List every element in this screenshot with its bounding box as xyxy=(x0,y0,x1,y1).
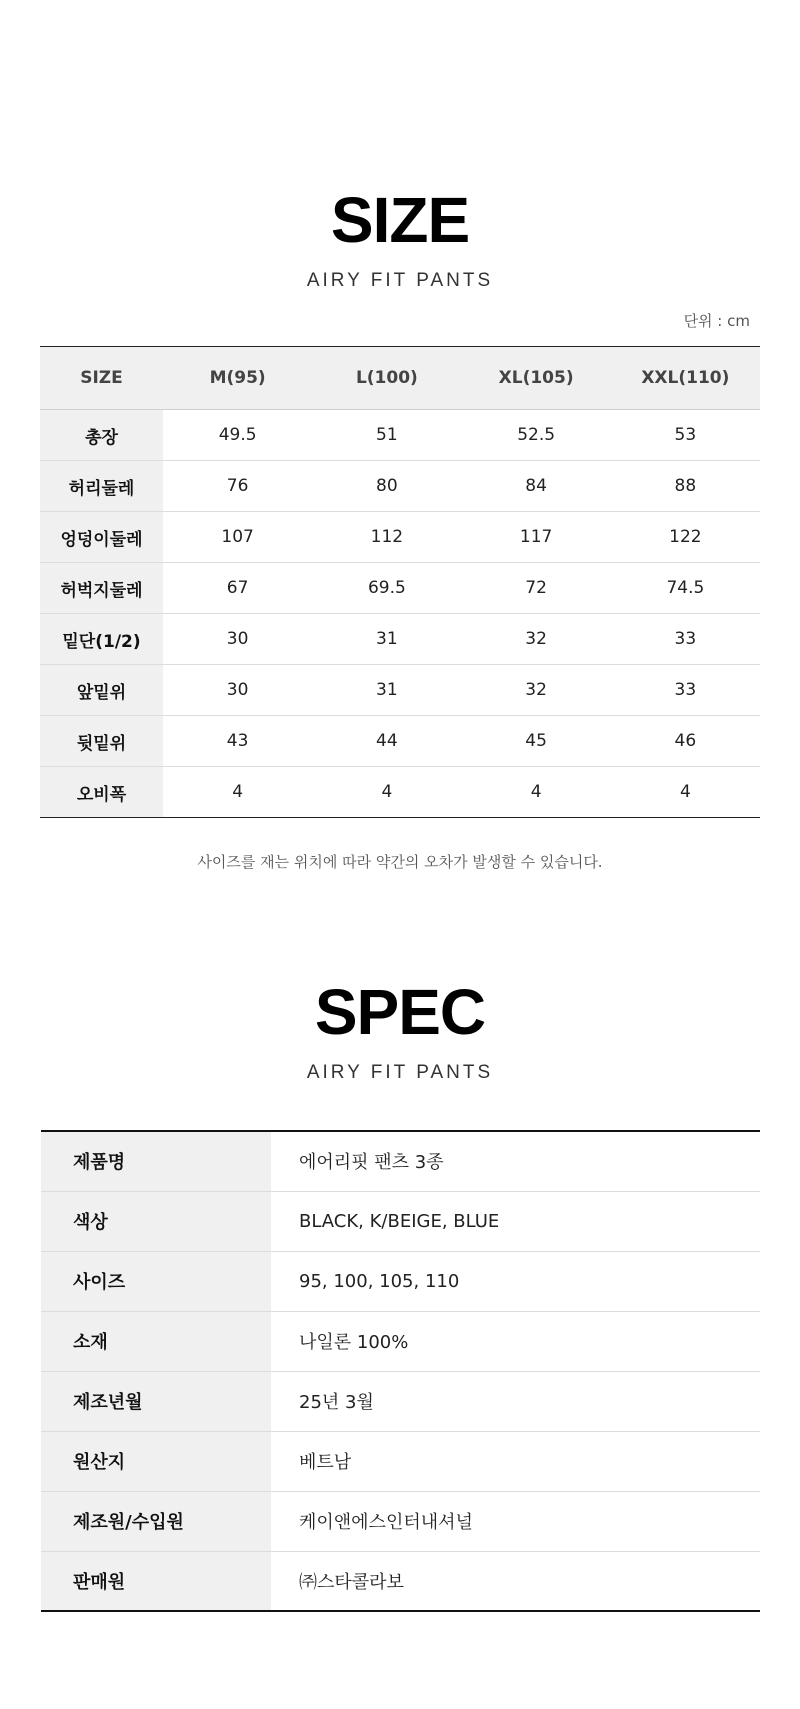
spec-value: BLACK, K/BEIGE, BLUE xyxy=(299,1210,500,1232)
table-cell: 107 xyxy=(221,527,254,547)
size-table xyxy=(40,346,760,818)
spec-value: ㈜스타콜라보 xyxy=(299,1571,404,1593)
row-label: 허리둘레 xyxy=(40,461,163,512)
table-cell: 31 xyxy=(376,680,398,700)
spec-row xyxy=(41,1551,760,1611)
unit-label: 단위 : cm xyxy=(683,312,750,330)
column-header: XXL(110) xyxy=(641,368,730,388)
spec-label: 제조원/수입원 xyxy=(41,1491,271,1551)
table-cell: 67 xyxy=(226,578,249,598)
table-cell: 53 xyxy=(674,425,697,445)
table-cell: 30 xyxy=(226,680,249,700)
spec-header xyxy=(0,976,800,1084)
table-row xyxy=(40,461,760,512)
row-label: 엉덩이둘레 xyxy=(40,512,163,563)
table-cell: 112 xyxy=(370,527,404,547)
spec-label: 제조년월 xyxy=(41,1371,271,1431)
spec-value: 95, 100, 105, 110 xyxy=(299,1270,460,1292)
spec-label: 색상 xyxy=(41,1191,271,1251)
table-cell: 72 xyxy=(525,578,547,598)
spec-row xyxy=(41,1191,760,1251)
table-cell: 49.5 xyxy=(218,425,257,445)
spec-value: 케이앤에스인터내셔널 xyxy=(299,1512,473,1533)
table-cell: 46 xyxy=(674,731,697,751)
table-cell: 43 xyxy=(226,731,249,751)
row-label: 오비폭 xyxy=(40,767,163,818)
table-cell: 52.5 xyxy=(517,425,556,445)
spec-label: 사이즈 xyxy=(41,1251,271,1311)
size-note: 사이즈를 재는 위치에 따라 약간의 오차가 발생할 수 있습니다. xyxy=(197,853,603,871)
table-cell: 88 xyxy=(674,476,697,496)
size-header xyxy=(0,184,800,292)
row-label: 뒷밑위 xyxy=(40,716,163,767)
table-row xyxy=(40,410,760,461)
spec-row xyxy=(41,1131,760,1191)
table-cell: 76 xyxy=(226,476,249,496)
table-row xyxy=(40,716,760,767)
table-cell: 4 xyxy=(381,782,393,802)
spec-label: 판매원 xyxy=(41,1551,271,1611)
table-row xyxy=(40,512,760,563)
table-cell: 4 xyxy=(679,782,691,802)
spec-subtitle: AIRY FIT PANTS xyxy=(306,1062,494,1083)
table-cell: 122 xyxy=(669,527,702,547)
table-cell: 32 xyxy=(525,680,547,700)
row-label: 총장 xyxy=(40,410,163,461)
table-row xyxy=(40,614,760,665)
table-row xyxy=(40,767,760,818)
table-cell: 69.5 xyxy=(367,578,406,598)
table-cell: 4 xyxy=(232,782,244,802)
column-header: SIZE xyxy=(80,368,123,388)
spec-table xyxy=(41,1130,760,1612)
size-title: SIZE xyxy=(330,184,470,256)
spec-label: 원산지 xyxy=(41,1431,271,1491)
table-cell: 80 xyxy=(376,476,398,496)
table-cell: 45 xyxy=(525,731,547,751)
table-cell: 30 xyxy=(226,629,249,649)
table-row xyxy=(40,563,760,614)
spec-value: 25년 3월 xyxy=(299,1392,374,1413)
size-subtitle: AIRY FIT PANTS xyxy=(306,270,494,291)
column-header: L(100) xyxy=(355,368,418,388)
size-table-header-row xyxy=(40,347,760,410)
column-header: XL(105) xyxy=(498,368,574,388)
spec-label: 제품명 xyxy=(41,1131,271,1191)
spec-row xyxy=(41,1251,760,1311)
table-cell: 31 xyxy=(376,629,398,649)
spec-row xyxy=(41,1431,760,1491)
table-cell: 74.5 xyxy=(666,578,705,598)
table-cell: 33 xyxy=(674,629,697,649)
spec-value: 베트남 xyxy=(299,1452,352,1473)
spec-row xyxy=(41,1491,760,1551)
row-label: 앞밑위 xyxy=(40,665,163,716)
row-label: 밑단(1/2) xyxy=(40,614,163,665)
spec-value: 에어리핏 팬츠 3종 xyxy=(299,1152,444,1174)
table-cell: 32 xyxy=(525,629,547,649)
table-cell: 84 xyxy=(525,476,547,496)
spec-label: 소재 xyxy=(41,1311,271,1371)
row-label: 허벅지둘레 xyxy=(40,563,163,614)
spec-title: SPEC xyxy=(314,976,486,1048)
spec-row xyxy=(41,1311,760,1371)
table-cell: 51 xyxy=(376,425,398,445)
table-cell: 33 xyxy=(674,680,697,700)
spec-value: 나일론 100% xyxy=(299,1332,409,1353)
column-header: M(95) xyxy=(209,368,266,388)
table-cell: 44 xyxy=(376,731,398,751)
table-row xyxy=(40,665,760,716)
spec-row xyxy=(41,1371,760,1431)
table-cell: 4 xyxy=(530,782,542,802)
table-cell: 117 xyxy=(519,527,553,547)
